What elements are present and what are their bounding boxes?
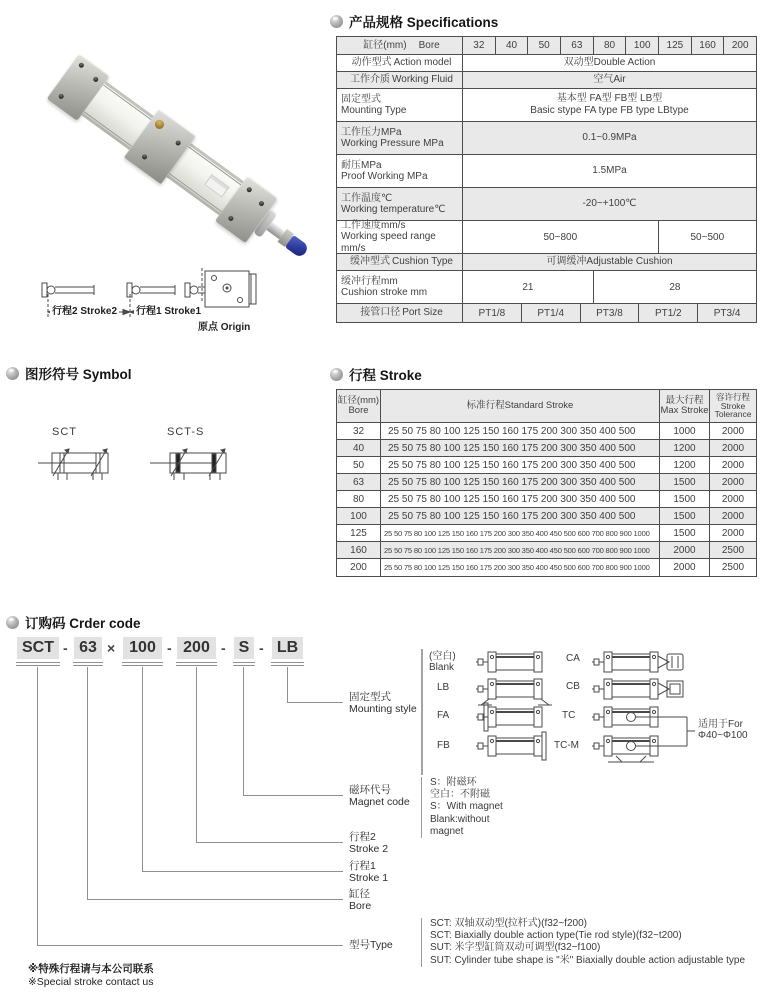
code-underline (271, 662, 304, 666)
tree-label-magnet: 磁环代号 Magnet code (349, 784, 410, 809)
spec-mounting-value: 基本型 FA型 FB型 LB型 Basic stype FA type FB type LBtype (530, 93, 689, 116)
tree-line (37, 945, 343, 946)
order-code-separator: × (107, 640, 116, 656)
tree-label-mounting: 固定型式 Mounting style (349, 691, 417, 716)
order-code-segment-stroke1: 100 (123, 637, 162, 659)
mounting-option-fa: FA (437, 710, 450, 721)
mounting-option-fb: FB (437, 740, 450, 751)
logo-ball-icon (6, 616, 19, 629)
code-underline (16, 662, 60, 666)
spec-cushion-left: 21 (522, 281, 534, 293)
special-stroke-note: ※特殊行程请与本公司联系 ※Special stroke contact us (28, 963, 154, 989)
spec-bore-value: 63 (560, 37, 593, 54)
stroke-row: 63 25 50 75 80 100 125 150 160 175 200 300 350 400 500 1500 2000 (337, 474, 756, 491)
cylinder-assembly (45, 52, 323, 277)
spec-bore-value: 80 (593, 37, 626, 54)
spec-bore-value: 50 (527, 37, 560, 54)
spec-row-pressure: 工作压力MPa Working Pressure MPa 0.1~0.9MPa (337, 122, 756, 155)
product-photo (25, 20, 315, 255)
sct-s-symbol (150, 440, 240, 486)
order-code-segment-magnet: S (234, 637, 254, 659)
stroke-title-text: 行程 Stroke (349, 368, 422, 383)
order-code-segment-bore: 63 (74, 637, 102, 659)
tree-line (37, 667, 38, 945)
spec-bore-value: 40 (495, 37, 528, 54)
stroke-position-diagram (22, 258, 312, 338)
stroke-row: 80 25 50 75 80 100 125 150 160 175 200 300 350 400 500 1500 2000 (337, 491, 756, 508)
symbol-title-text: 图形符号 Symbol (25, 367, 132, 382)
mounting-option-tc: TC (562, 710, 576, 721)
stroke-row: 160 25 50 75 80 100 125 150 160 175 200 300 350 400 450 500 600 700 800 900 1000 2000 2500 (337, 542, 756, 559)
tree-line (287, 667, 288, 702)
spec-row-fluid: 工作介质 Working Fluid 空气Air (337, 72, 756, 89)
stroke-row: 200 25 50 75 80 100 125 150 160 175 200 300 350 400 450 500 600 700 800 900 1000 2000 2500 (337, 559, 756, 576)
spec-proof-value: 1.5MPa (592, 165, 627, 177)
spec-bore-value: 125 (658, 37, 691, 54)
sct-s-symbol-label: SCT-S (167, 426, 205, 438)
spec-bore-value: 32 (473, 40, 485, 51)
spec-row-temperature: 工作温度℃ Working temperature℃ -20~+100℃ (337, 188, 756, 221)
spec-port-value: PT3/4 (697, 304, 756, 322)
spec-row-cushion-stroke: 缓冲行程mm Cushion stroke mm 21 28 (337, 271, 756, 304)
spec-speed-left: 50~800 (543, 231, 578, 243)
stroke-row: 100 25 50 75 80 100 125 150 160 175 200 300 350 400 500 1500 2000 (337, 508, 756, 525)
stroke-row: 40 25 50 75 80 100 125 150 160 175 200 300 350 400 500 1200 2000 (337, 440, 756, 457)
order-code-section-title (6, 612, 141, 632)
spec-row-speed: 工作速度mm/s Working speed range mm/s 50~800 50~500 (337, 221, 756, 254)
spec-port-value: PT1/8 (478, 307, 506, 319)
spec-row-mounting: 固定型式 Mounting Type 基本型 FA型 FB型 LB型 Basic stype FA type FB type LBtype (337, 89, 756, 122)
tree-line (196, 842, 343, 843)
stroke-table-header: 缸径(mm) Bore 标准行程Standard Stroke 最大行程 Max Stroke 容许行程 Stroke Tolerance (337, 390, 756, 423)
code-underline (73, 662, 103, 666)
mounting-option-ca: CA (566, 653, 580, 664)
spec-bore-value: 200 (723, 37, 756, 54)
type-note: SCT: 双轴双动型(拉杆式)(f32~f200) SCT: Biaxially double action type(Tie rod style)(f32~t200) SUT: 米字型缸筒双动可调型(f32~f100) SUT: Cylinder tube shape is "米" Biaxially double action adjustable type (421, 918, 745, 967)
tree-line (87, 667, 88, 899)
brass-plug (153, 118, 166, 131)
spec-port-value: PT1/4 (521, 304, 580, 322)
code-underline (176, 662, 217, 666)
product-label-sticker (204, 174, 229, 197)
spec-port-value: PT1/2 (638, 304, 697, 322)
spec-cushion-type-value: 可调缓冲Adjustable Cushion (546, 256, 673, 268)
logo-ball-icon (330, 15, 343, 28)
order-code-segment-stroke2: 200 (177, 637, 216, 659)
logo-ball-icon (6, 367, 19, 380)
order-code-separator: - (63, 640, 68, 656)
spec-cushion-right: 28 (593, 271, 756, 303)
order-code-separator: - (259, 640, 264, 656)
stroke-section-title (330, 364, 422, 384)
tree-line (142, 871, 343, 872)
order-code-segment-mounting: LB (272, 637, 303, 659)
order-code-segment-type: SCT (17, 637, 59, 659)
spec-action-value: 双动型Double Action (563, 57, 656, 69)
code-underline (233, 662, 255, 666)
order-code-title-text: 订购码 Crder code (25, 616, 141, 631)
stroke1-dimension-label: 行程1 Stroke1 (134, 302, 203, 317)
order-code-separator: - (221, 640, 226, 656)
mounting-option-cb: CB (566, 681, 580, 692)
tree-label-bore: 缸径 Bore (349, 888, 372, 913)
spec-fluid-value: 空气Air (593, 74, 626, 86)
symbol-section-title (6, 363, 132, 383)
stroke-row: 125 25 50 75 80 100 125 150 160 175 200 300 350 400 450 500 600 700 800 900 1000 1500 2000 (337, 525, 756, 542)
tree-label-stroke1: 行程1 Stroke 1 (349, 860, 389, 885)
mounting-option-tcm: TC-M (554, 740, 579, 751)
spec-row-action: 动作型式 Action model 双动型Double Action (337, 55, 756, 72)
order-code-separator: - (167, 640, 172, 656)
stroke-table (336, 389, 757, 577)
code-underline (122, 662, 163, 666)
stroke2-dimension-label: 行程2 Stroke2 (50, 302, 119, 317)
spec-temperature-value: -20~+100℃ (582, 198, 637, 210)
spec-row-port: 接管口径 Port Size PT1/8 PT1/4 PT3/8 PT1/2 PT3/4 (337, 304, 756, 322)
spec-row-proof: 耐压MPa Proof Working MPa 1.5MPa (337, 155, 756, 188)
logo-ball-icon (330, 368, 343, 381)
origin-label: 原点 Origin (196, 318, 252, 333)
applicable-range-note: 适用于For Φ40~Φ100 (698, 719, 748, 741)
spec-bore-value: 160 (691, 37, 724, 54)
sct-symbol (36, 440, 116, 486)
tree-line (196, 667, 197, 842)
sct-symbol-label: SCT (52, 426, 77, 438)
stroke-row: 32 25 50 75 80 100 125 150 160 175 200 300 350 400 500 1000 2000 (337, 423, 756, 440)
tree-line (87, 899, 343, 900)
spec-speed-right: 50~500 (658, 221, 756, 253)
mounting-option-blank: (空白) Blank (429, 651, 456, 673)
spec-row-cushion-type: 缓冲型式 Cushion Type 可调缓冲Adjustable Cushion (337, 254, 756, 271)
spec-port-value: PT3/8 (580, 304, 639, 322)
mounting-options-diagram (421, 644, 765, 780)
tree-line (142, 667, 143, 871)
tree-label-type: 型号Type (349, 939, 393, 951)
tree-line (243, 667, 244, 795)
tree-line (287, 702, 343, 703)
tree-line (243, 795, 343, 796)
tree-label-stroke2: 行程2 Stroke 2 (349, 831, 389, 856)
mounting-option-lb: LB (437, 682, 450, 693)
spec-label-bore: 缸径(mm) Bore (337, 37, 463, 54)
spec-pressure-value: 0.1~0.9MPa (582, 132, 637, 144)
stroke-row: 50 25 50 75 80 100 125 150 160 175 200 300 350 400 500 1200 2000 (337, 457, 756, 474)
spec-bore-value: 100 (625, 37, 658, 54)
specifications-title-text: 产品规格 Specifications (349, 15, 499, 30)
magnet-code-note: S：附磁环 空白：不附磁 S：With magnet Blank:without magnet (421, 777, 503, 838)
specifications-section-title (330, 11, 498, 31)
spec-row-bore (337, 37, 756, 55)
specifications-table (336, 36, 757, 323)
